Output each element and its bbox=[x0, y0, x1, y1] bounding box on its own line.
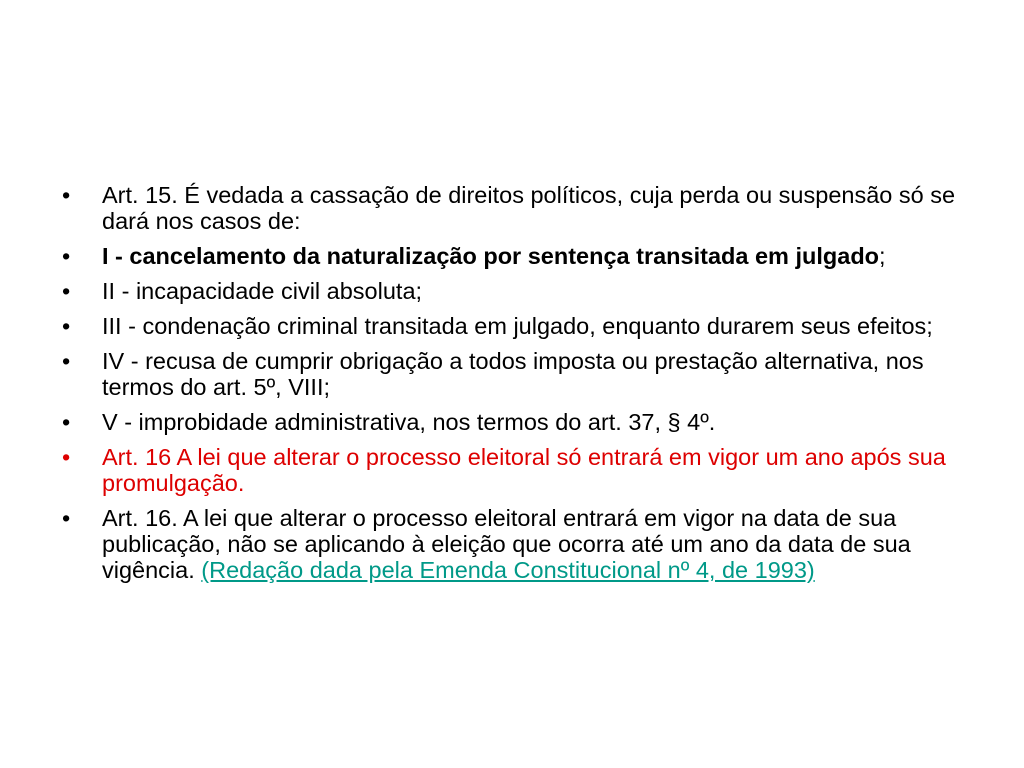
list-item-inciso-iii bbox=[62, 313, 962, 339]
bullet-icon: • bbox=[62, 278, 71, 304]
bullet-list bbox=[62, 182, 962, 592]
list-item-art15 bbox=[62, 182, 962, 234]
item-text: Art. 15. É vedada a cassação de direitos políticos, cuja perda ou suspensão só se dará nos casos de: bbox=[102, 182, 956, 234]
bullet-icon: • bbox=[62, 182, 71, 208]
amendment-link[interactable]: (Redação dada pela Emenda Constitucional nº 4, de 1993) bbox=[201, 557, 815, 583]
item-text: Art. 16. A lei que alterar o processo eleitoral entrará em vigor na data de sua publicação, não se aplicando à eleição que ocorra até um ano da data de sua vigência. bbox=[102, 505, 911, 583]
list-item-inciso-i bbox=[62, 243, 962, 269]
bullet-icon: • bbox=[62, 348, 71, 374]
item-text: IV - recusa de cumprir obrigação a todos imposta ou prestação alternativa, nos termos do art. 5º, VIII; bbox=[102, 348, 924, 400]
bullet-icon: • bbox=[62, 243, 71, 269]
bullet-icon: • bbox=[62, 313, 71, 339]
item-bold-text: I - cancelamento da naturalização por sentença transitada em julgado bbox=[102, 243, 880, 269]
list-item-inciso-iv bbox=[62, 348, 962, 400]
item-text: III - condenação criminal transitada em julgado, enquanto durarem seus efeitos; bbox=[102, 313, 933, 339]
item-text: II - incapacidade civil absoluta; bbox=[102, 278, 423, 304]
list-item-inciso-ii bbox=[62, 278, 962, 304]
bullet-icon: • bbox=[62, 409, 71, 435]
item-text: Art. 16 A lei que alterar o processo eleitoral só entrará em vigor um ano após sua promulgação. bbox=[102, 444, 946, 496]
list-item-art16-new bbox=[62, 505, 962, 583]
list-item-art16-old bbox=[62, 444, 962, 496]
bullet-icon: • bbox=[62, 505, 71, 531]
item-text: V - improbidade administrativa, nos termos do art. 37, § 4º. bbox=[102, 409, 716, 435]
item-text: ; bbox=[879, 243, 886, 269]
list-item-inciso-v bbox=[62, 409, 962, 435]
bullet-icon: • bbox=[62, 444, 71, 470]
